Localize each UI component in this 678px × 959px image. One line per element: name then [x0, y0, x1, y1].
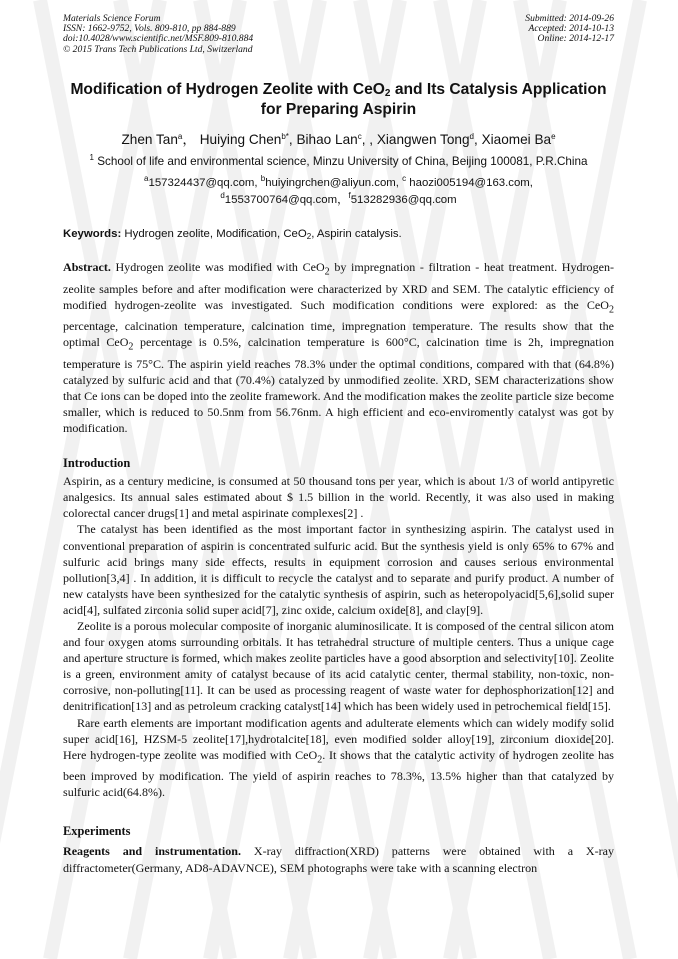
- author-list: Zhen Tan$^a$， Huiying Chen$^{b*}$, Bihao Lan$^c$, , Xiangwen Tong$^d$, Xiaomei Ba$^e$: [121, 132, 556, 147]
- keywords: Keywords: Hydrogen zeolite, Modification, CeO$_2$, Aspirin catalysis.: [63, 228, 402, 241]
- introduction-heading: Introduction: [63, 456, 131, 471]
- paper-title: Modification of Hydrogen Zeolite with CeO$_2$ and Its Catalysis Application for Preparing Aspirin: [70, 81, 607, 118]
- reagents-label: Reagents and instrumentation.: [63, 844, 242, 859]
- journal-info: [63, 14, 253, 55]
- online-date: Online: 2014-12-17: [537, 33, 614, 45]
- keywords-label: Keywords:: [63, 228, 122, 240]
- author-name: Huiying Chen: [199, 132, 282, 147]
- email-line: $^a$157324437@qq.com, $^b$huiyingrchen@aliyun.com, $^c$ haozi005194@163.com,: [144, 174, 533, 189]
- paper-page: [63, 14, 614, 876]
- affiliation: $^1$ School of life and environmental science, Minzu University of China, Beijing 100081, P.R.China: [89, 153, 588, 168]
- intro-paragraph-4: Rare earth elements are important modification agents and adulterate elements which can widely modify solid super acid[16], HZSM-5 zeolite[17],hydrotalcite[18], even modified solder alloy[19], zirconium dioxide[20]. Here hydrogen-type zeolite was modified with CeO$_2$. It shows that the catalytic activity of hydrogen zeolite has been improved by modification. The yield of aspirin reaches to 78.3%, 13.5% higher than that catalyzed by sulfuric acid(64.8%).: [63, 715, 614, 800]
- email-d: 1553700764@qq.com，: [224, 193, 349, 206]
- journal-name: Materials Science Forum: [63, 13, 161, 24]
- email-a: 157324437@qq.com,: [148, 177, 261, 189]
- experiments-heading: Experiments: [63, 824, 131, 839]
- author-name: , Xiangwen Tong: [369, 132, 470, 147]
- journal-header: [63, 14, 614, 62]
- author-name: Xiaomei Ba: [481, 132, 552, 147]
- email-c: haozi005194@163.com,: [406, 177, 533, 189]
- publication-dates: [525, 14, 614, 45]
- email-f: 513282936@qq.com: [350, 193, 457, 206]
- abstract: Abstract. Hydrogen zeolite was modified with CeO$_2$ by impregnation - filtration - heat treatment. Hydrogen-zeolite samples before and after modification were characterized by XRD and SEM. The catalytic efficiency of modified hydrogen-zeolite was investigated. Such modification conditions were explored: as the CeO$_2$ percentage, calcination temperature, calcination time, impregnation temperature. The results show that the optimal CeO$_2$ percentage is 0.5%, calcination temperature is 600°C, calcination time is 2h, impregnation temperature is 75°C. The aspirin yield reaches 78.3% under the optimal conditions, compared with that (64.8%) catalyzed by sulfuric acid and that (70.4%) catalyzed by unmodified zeolite. XRD, SEM characterizations show that Ce ions can be doped into the zeolite framework. And the modification makes the zeolite particle size become smaller, which is reduced to 50.5nm from 56.76nm. A high efficient and eco-enviromently catalyst was got by modification.: [63, 260, 614, 436]
- submitted-date: Submitted: 2014-09-26: [525, 13, 614, 24]
- intro-paragraph-2: The catalyst has been identified as the most important factor in synthesizing aspirin. The catalyst used in conventional preparation of aspirin is concentrated sulfuric acid. But the synthesis yield is only 65% to 67% and sulfuric acid brings many side effects, results in equipment corrosion and causes serious environmental pollution[3,4] . In addition, it is difficult to recycle the catalyst and to separate and purify product. A number of new catalysts have been synthesized for the catalytic synthesis of aspirin, such as heteropolyacid[5,6],solid super acid[4], sulfated zirconia solid super acid[7], zinc oxide, calcium oxide[8], and clay[9].: [63, 522, 614, 617]
- author-name: Bihao Lan: [296, 132, 358, 147]
- author-emails: [63, 175, 614, 208]
- accepted-date: Accepted: 2014-10-13: [528, 23, 614, 35]
- journal-issn: ISSN: 1662-9752, Vols. 809-810, pp 884-889: [63, 23, 236, 35]
- journal-copyright: © 2015 Trans Tech Publications Ltd, Switzerland: [63, 43, 253, 55]
- intro-paragraph-3: Zeolite is a porous molecular composite of inorganic aluminosilicate. It is composed of the central silicon atom and four oxygen atoms surrounding orbitals. It has tetrahedral structure of multiple centers. Thus a unique cage and aperture structure is formed, which makes zeolite particles have a good absorption and selectivity[10]. Zeolite is a green, environment amity of catalyst because of its acid catalytic center, thermal stability, non-toxic, non-corrosive, non-polluting[11]. It can be used as processing reagent of waste water for dephosphorization[12] and denitrification[13] and as petroleum cracking catalyst[14] which has been widely used in petrochemical field[15].: [63, 619, 614, 714]
- journal-doi: doi:10.4028/www.scientific.net/MSF.809-810.884: [63, 33, 254, 45]
- intro-paragraph-1: Aspirin, as a century medicine, is consumed at 50 thousand tons per year, which is about 1/3 of world antipyretic analgesics. Its annual sales estimated about $ 1.5 billion in the world. Recently, it was also used in making colorectal cancer drugs[1] and metal aspirinate complexes[2] .: [63, 474, 614, 521]
- experiments-paragraph: Reagents and instrumentation. X-ray diffraction(XRD) patterns were obtained with a X-ray diffractometer(Germany, AD8-ADAVNCE), SEM photographs were take with a scanning electron: [63, 844, 615, 875]
- email-b: huiyingrchen@aliyun.com,: [265, 177, 403, 189]
- author-name: Zhen Tan: [121, 132, 178, 147]
- email-line: $^d$1553700764@qq.com，$^f$513282936@qq.com: [220, 190, 457, 206]
- abstract-label: Abstract.: [63, 260, 111, 274]
